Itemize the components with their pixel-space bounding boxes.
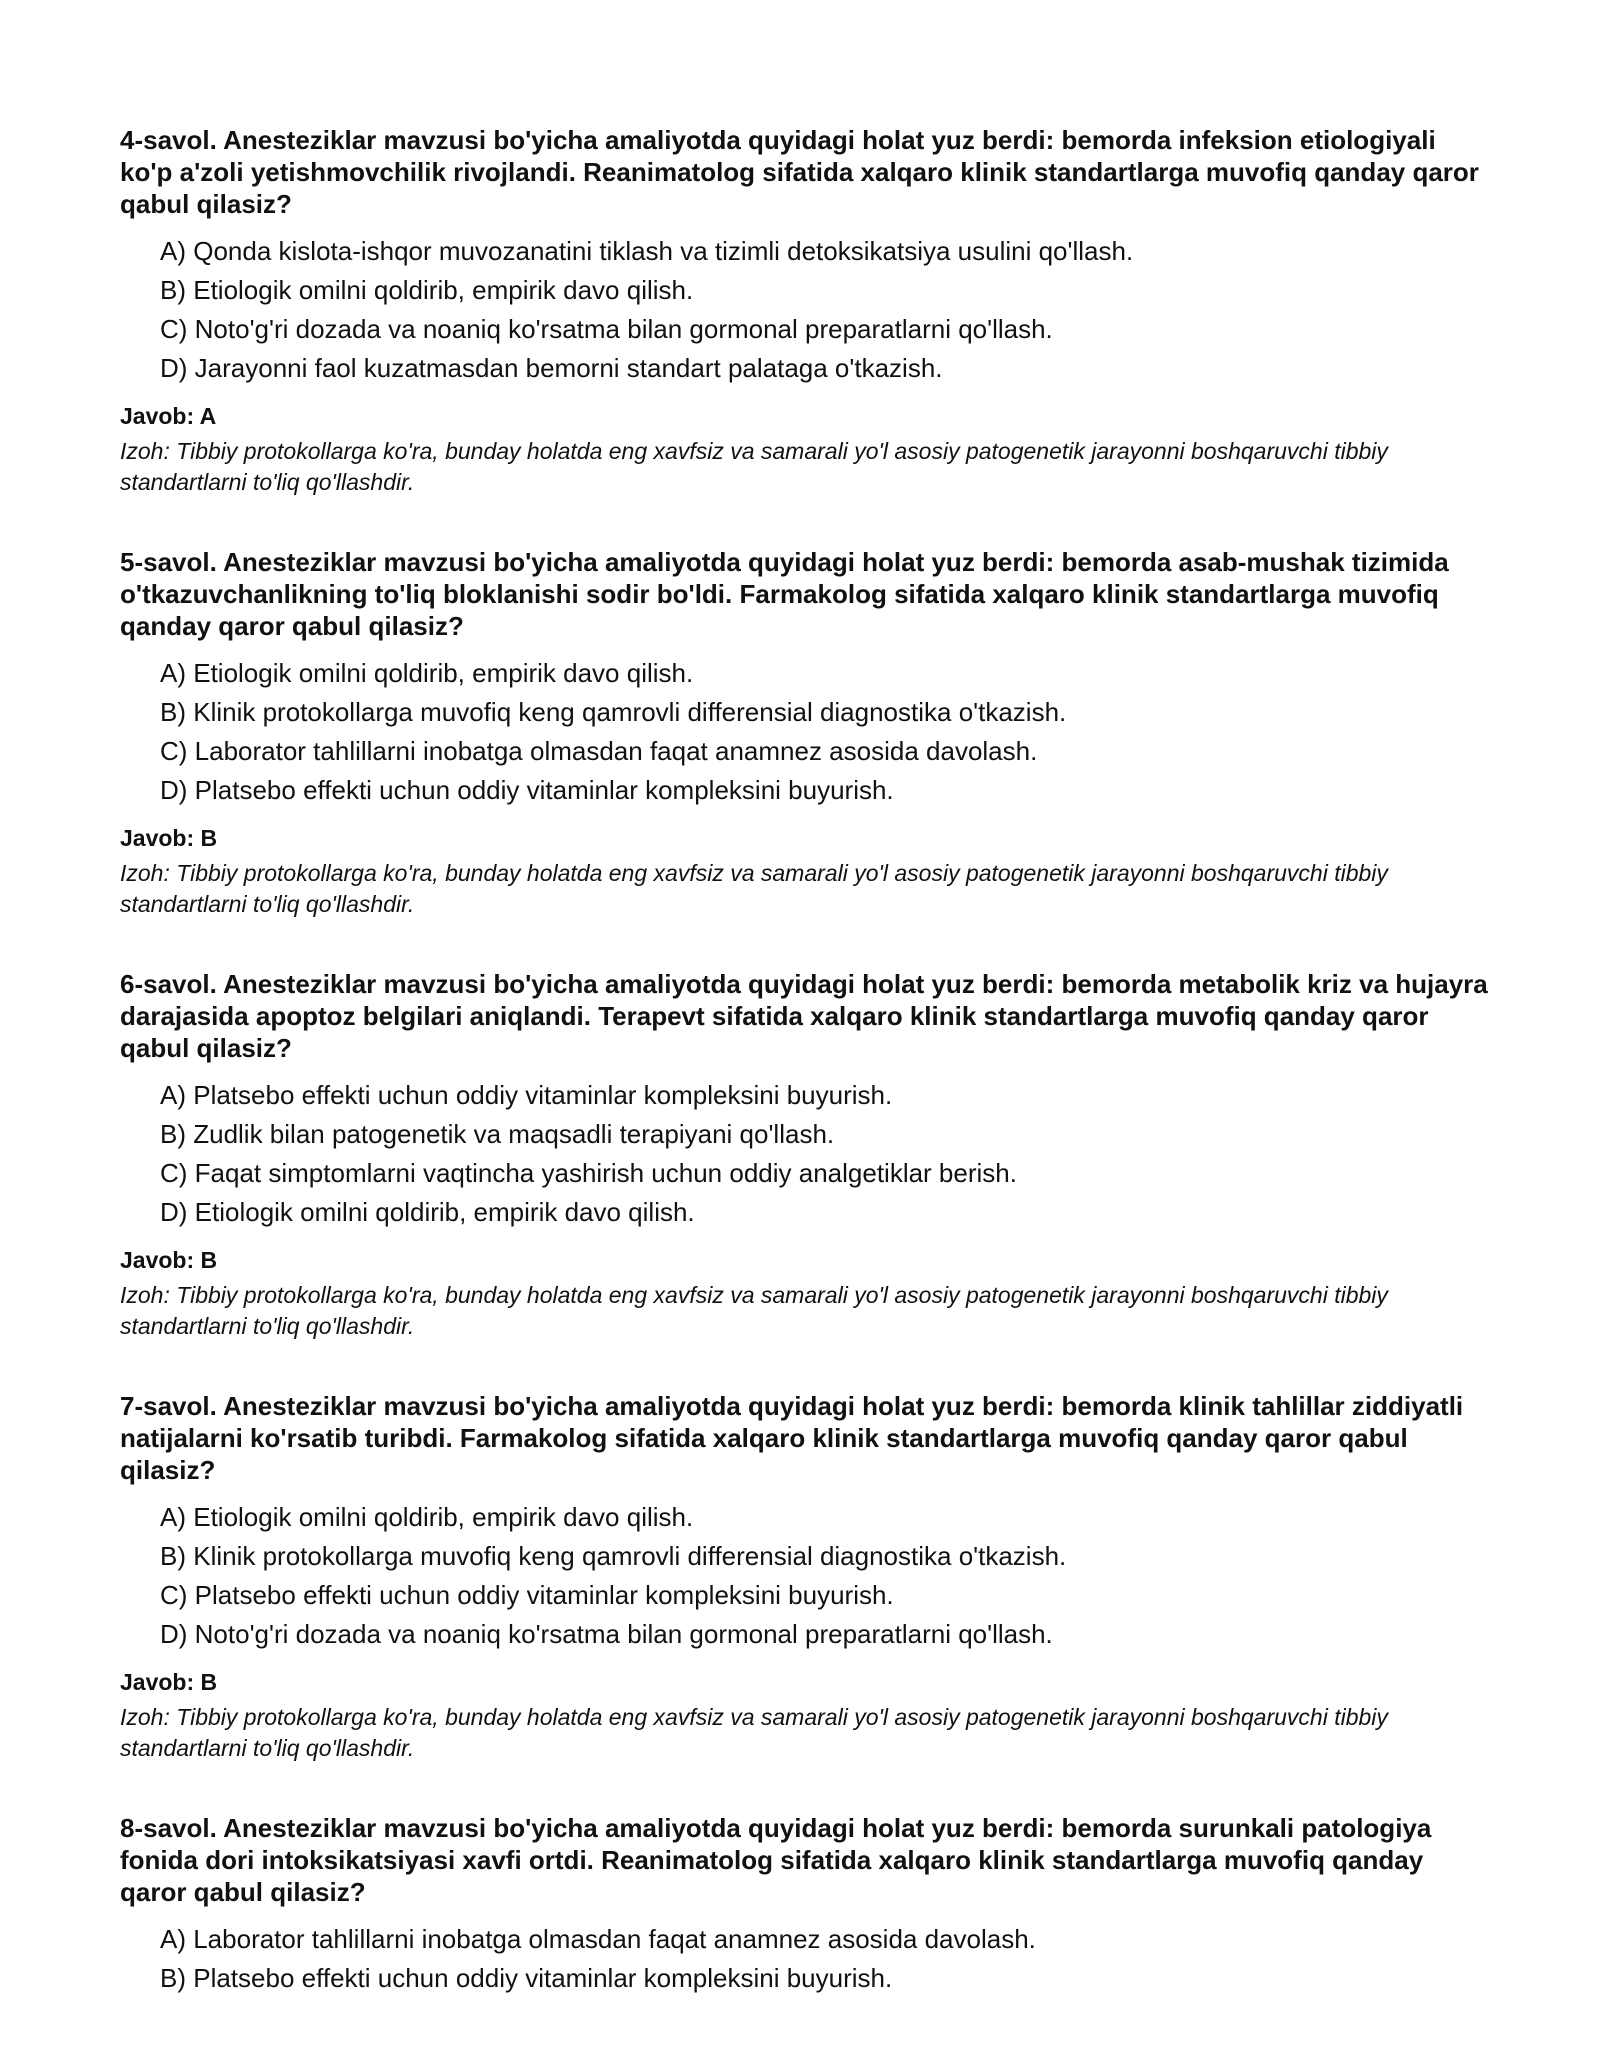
question-block <box>120 546 1490 920</box>
answer-options <box>120 654 1490 810</box>
option-b: B) Klinik protokollarga muvofiq keng qamrovli differensial diagnostika o'tkazish. <box>160 697 1067 727</box>
question-block <box>120 1390 1490 1764</box>
answer-label: Javob: B <box>120 1247 218 1273</box>
option-a: A) Platsebo effekti uchun oddiy vitaminlar kompleksini buyurish. <box>160 1080 893 1110</box>
answer-options <box>120 1498 1490 1654</box>
option-c: C) Faqat simptomlarni vaqtincha yashirish uchun oddiy analgetiklar berish. <box>160 1158 1017 1188</box>
answer-label: Javob: B <box>120 825 218 851</box>
option-c: C) Laborator tahlillarni inobatga olmasdan faqat anamnez asosida davolash. <box>160 736 1038 766</box>
explanation-note: Izoh: Tibbiy protokollarga ko'ra, bunday holatda eng xavfsiz va samarali yo'l asosiy patogenetik jarayonni boshqaruvchi tibbiy standartlarni to'liq qo'llashdir. <box>120 860 1388 917</box>
question-title: 5-savol. Anesteziklar mavzusi bo'yicha amaliyotda quyidagi holat yuz berdi: bemorda asab-mushak tizimida o'tkazuvchanlikning to'liq bloklanishi sodir bo'ldi. Farmakolog sifatida xalqaro klinik standartlarga muvofiq qanday qaror qabul qilasiz? <box>120 547 1449 641</box>
option-b: B) Klinik protokollarga muvofiq keng qamrovli differensial diagnostika o'tkazish. <box>160 1541 1067 1571</box>
answer-options <box>120 1076 1490 1232</box>
answer-options <box>120 1920 1490 1998</box>
option-a: A) Etiologik omilni qoldirib, empirik davo qilish. <box>160 658 694 688</box>
explanation-note: Izoh: Tibbiy protokollarga ko'ra, bunday holatda eng xavfsiz va samarali yo'l asosiy patogenetik jarayonni boshqaruvchi tibbiy standartlarni to'liq qo'llashdir. <box>120 1704 1388 1761</box>
answer-label: Javob: A <box>120 403 217 429</box>
option-d: D) Etiologik omilni qoldirib, empirik davo qilish. <box>160 1197 695 1227</box>
question-title: 6-savol. Anesteziklar mavzusi bo'yicha amaliyotda quyidagi holat yuz berdi: bemorda metabolik kriz va hujayra darajasida apoptoz belgilari aniqlandi. Terapevt sifatida xalqaro klinik standartlarga muvofiq qanday qaror qabul qilasiz? <box>120 969 1488 1063</box>
answer-options <box>120 232 1490 388</box>
explanation-note: Izoh: Tibbiy protokollarga ko'ra, bunday holatda eng xavfsiz va samarali yo'l asosiy patogenetik jarayonni boshqaruvchi tibbiy standartlarni to'liq qo'llashdir. <box>120 438 1388 495</box>
question-title: 7-savol. Anesteziklar mavzusi bo'yicha amaliyotda quyidagi holat yuz berdi: bemorda klinik tahlillar ziddiyatli natijalarni ko'rsatib turibdi. Farmakolog sifatida xalqaro klinik standartlarga muvofiq qanday qaror qabul qilasiz? <box>120 1391 1464 1485</box>
option-b: B) Etiologik omilni qoldirib, empirik davo qilish. <box>160 275 694 305</box>
option-d: D) Jarayonni faol kuzatmasdan bemorni standart palataga o'tkazish. <box>160 353 943 383</box>
option-c: C) Platsebo effekti uchun oddiy vitaminlar kompleksini buyurish. <box>160 1580 894 1610</box>
question-title: 4-savol. Anesteziklar mavzusi bo'yicha amaliyotda quyidagi holat yuz berdi: bemorda infeksion etiologiyali ko'p a'zoli yetishmovchilik rivojlandi. Reanimatolog sifatida xalqaro klinik standartlarga muvofiq qanday qaror qabul qilasiz? <box>120 125 1479 219</box>
explanation-note: Izoh: Tibbiy protokollarga ko'ra, bunday holatda eng xavfsiz va samarali yo'l asosiy patogenetik jarayonni boshqaruvchi tibbiy standartlarni to'liq qo'llashdir. <box>120 1282 1388 1339</box>
option-b: B) Zudlik bilan patogenetik va maqsadli terapiyani qo'llash. <box>160 1119 835 1149</box>
option-b: B) Platsebo effekti uchun oddiy vitaminlar kompleksini buyurish. <box>160 1963 893 1993</box>
option-a: A) Laborator tahlillarni inobatga olmasdan faqat anamnez asosida davolash. <box>160 1924 1036 1954</box>
option-d: D) Platsebo effekti uchun oddiy vitaminlar kompleksini buyurish. <box>160 775 894 805</box>
option-c: C) Noto'g'ri dozada va noaniq ko'rsatma bilan gormonal preparatlarni qo'llash. <box>160 314 1053 344</box>
option-a: A) Etiologik omilni qoldirib, empirik davo qilish. <box>160 1502 694 1532</box>
question-title: 8-savol. Anesteziklar mavzusi bo'yicha amaliyotda quyidagi holat yuz berdi: bemorda surunkali patologiya fonida dori intoksikatsiyasi xavfi ortdi. Reanimatolog sifatida xalqaro klinik standartlarga muvofiq qanday qaror qabul qilasiz? <box>120 1813 1432 1907</box>
question-block <box>120 124 1490 498</box>
question-block <box>120 1812 1490 1998</box>
answer-label: Javob: B <box>120 1669 218 1695</box>
question-block <box>120 968 1490 1342</box>
option-d: D) Noto'g'ri dozada va noaniq ko'rsatma bilan gormonal preparatlarni qo'llash. <box>160 1619 1053 1649</box>
option-a: A) Qonda kislota-ishqor muvozanatini tiklash va tizimli detoksikatsiya usulini qo'llash. <box>160 236 1134 266</box>
document-page <box>120 124 1490 2046</box>
